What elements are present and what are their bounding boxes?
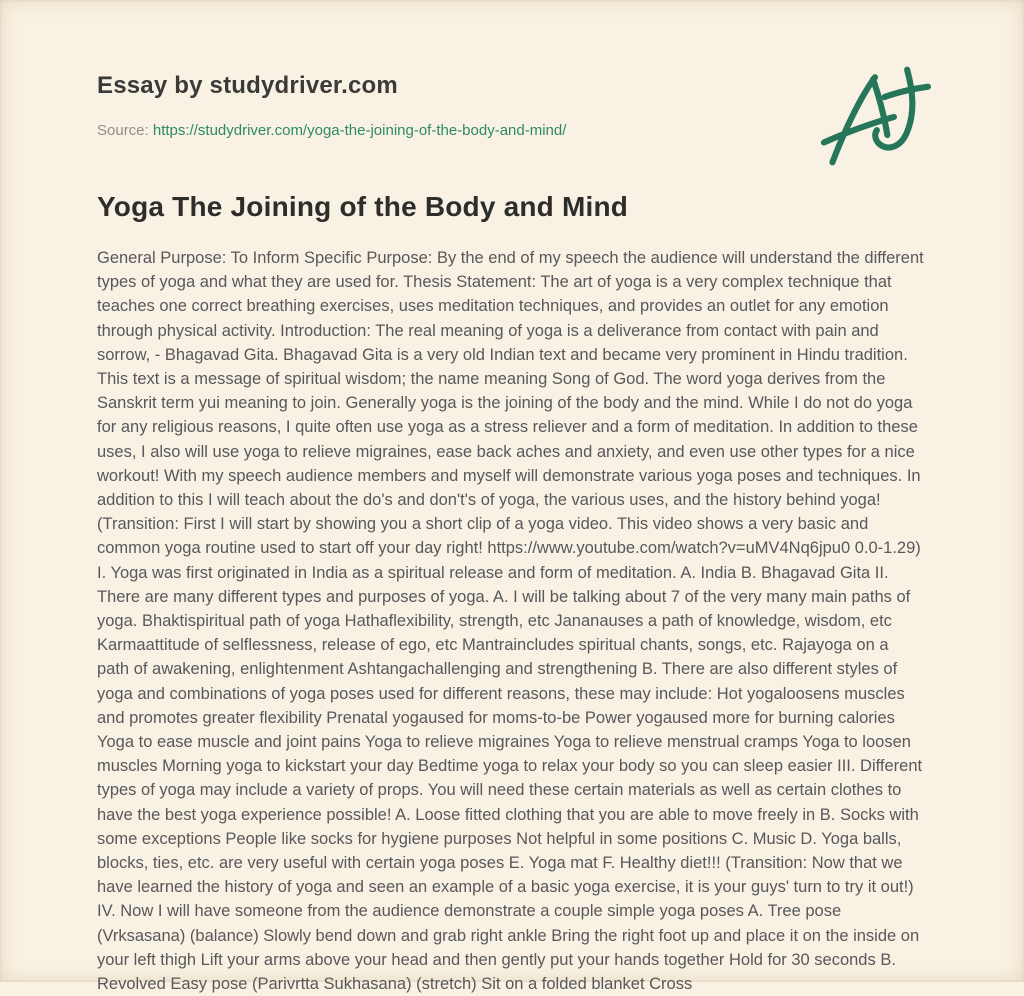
source-line [97, 122, 924, 139]
source-label: Source: [97, 122, 149, 139]
a-plus-logo-icon [818, 64, 932, 168]
source-url-link[interactable]: https://studydriver.com/yoga-the-joining-of-the-body-and-mind/ [152, 122, 567, 139]
site-header-title: Essay by studydriver.com [97, 72, 398, 99]
essay-body-text: General Purpose: To Inform Specific Purpose: By the end of my speech the audience will understand the different types of yoga and what they are used for. Thesis Statement: The art of yoga is a very complex technique that teaches one correct breathing exercises, uses meditation techniques, and provides an outlet for any emotion through physical activity. Introduction: The real meaning of yoga is a deliverance from contact with pain and sorrow, - Bhagavad Gita. Bhagavad Gita is a very old Indian text and became very prominent in Hindu tradition. This text is a message of spiritual wisdom; the name meaning Song of God. The word yoga derives from the Sanskrit term yui meaning to join. Generally yoga is the joining of the body and the mind. While I do not do yoga for any religious reasons, I quite often use yoga as a stress reliever and a form of meditation. In addition to these uses, I also will use yoga to relieve migraines, ease back aches and anxiety, and even use other types for a nice workout! With my speech audience members and myself will demonstrate various yoga poses and techniques. In addition to this I will teach about the do's and don't's of yoga, the various uses, and the history behind yoga! (Transition: First I will start by showing you a short clip of a yoga video. This video shows a very basic and common yoga routine used to start off your day right! https://www.youtube.com/watch?v=uMV4Nq6jpu0 0.0-1.29) I. Yoga was first originated in India as a spiritual release and form of meditation. A. India B. Bhagavad Gita II. There are many different types and purposes of yoga. A. I will be talking about 7 of the very many main paths of yoga. Bhaktispiritual path of yoga Hathaflexibility, strength, etc Jananauses a path of knowledge, wisdom, etc Karmaattitude of selflessness, release of ego, etc Mantraincludes spiritual chants, songs, etc. Rajayoga on a path of awakening, enlightenment Ashtangachallenging and strengthening B. There are also different styles of yoga and combinations of yoga poses used for different reasons, these may include: Hot yogaloosens muscles and promotes greater flexibility Prenatal yogaused for moms-to-be Power yogaused more for burning calories Yoga to ease muscle and joint pains Yoga to relieve migraines Yoga to relieve menstrual cramps Yoga to loosen muscles Morning yoga to kickstart your day Bedtime yoga to relax your body so you can sleep easier III. Different types of yoga may include a variety of props. You will need these certain materials as well as certain clothes to have the best yoga experience possible! A. Loose fitted clothing that you are able to move freely in B. Socks with some exceptions People like socks for hygiene purposes Not helpful in some positions C. Music D. Yoga balls, blocks, ties, etc. are very useful with certain yoga poses E. Yoga mat F. Healthy diet!!! (Transition: Now that we have learned the history of yoga and seen an example of a basic yoga exercise, it is your guys' turn to try it out!) IV. Now I will have someone from the audience demonstrate a couple simple yoga poses A. Tree pose (Vrksasana) (balance) Slowly bend down and grab right ankle Bring the right foot up and place it on the inside on your left thigh Lift your arms above your head and then gently put your hands together Hold for 30 seconds B. Revolved Easy pose (Parivrtta Sukhasana) (stretch) Sit on a folded blanket Cross [97, 249, 924, 994]
document-page [97, 0, 924, 996]
document-title: Yoga The Joining of the Body and Mind [97, 191, 629, 222]
